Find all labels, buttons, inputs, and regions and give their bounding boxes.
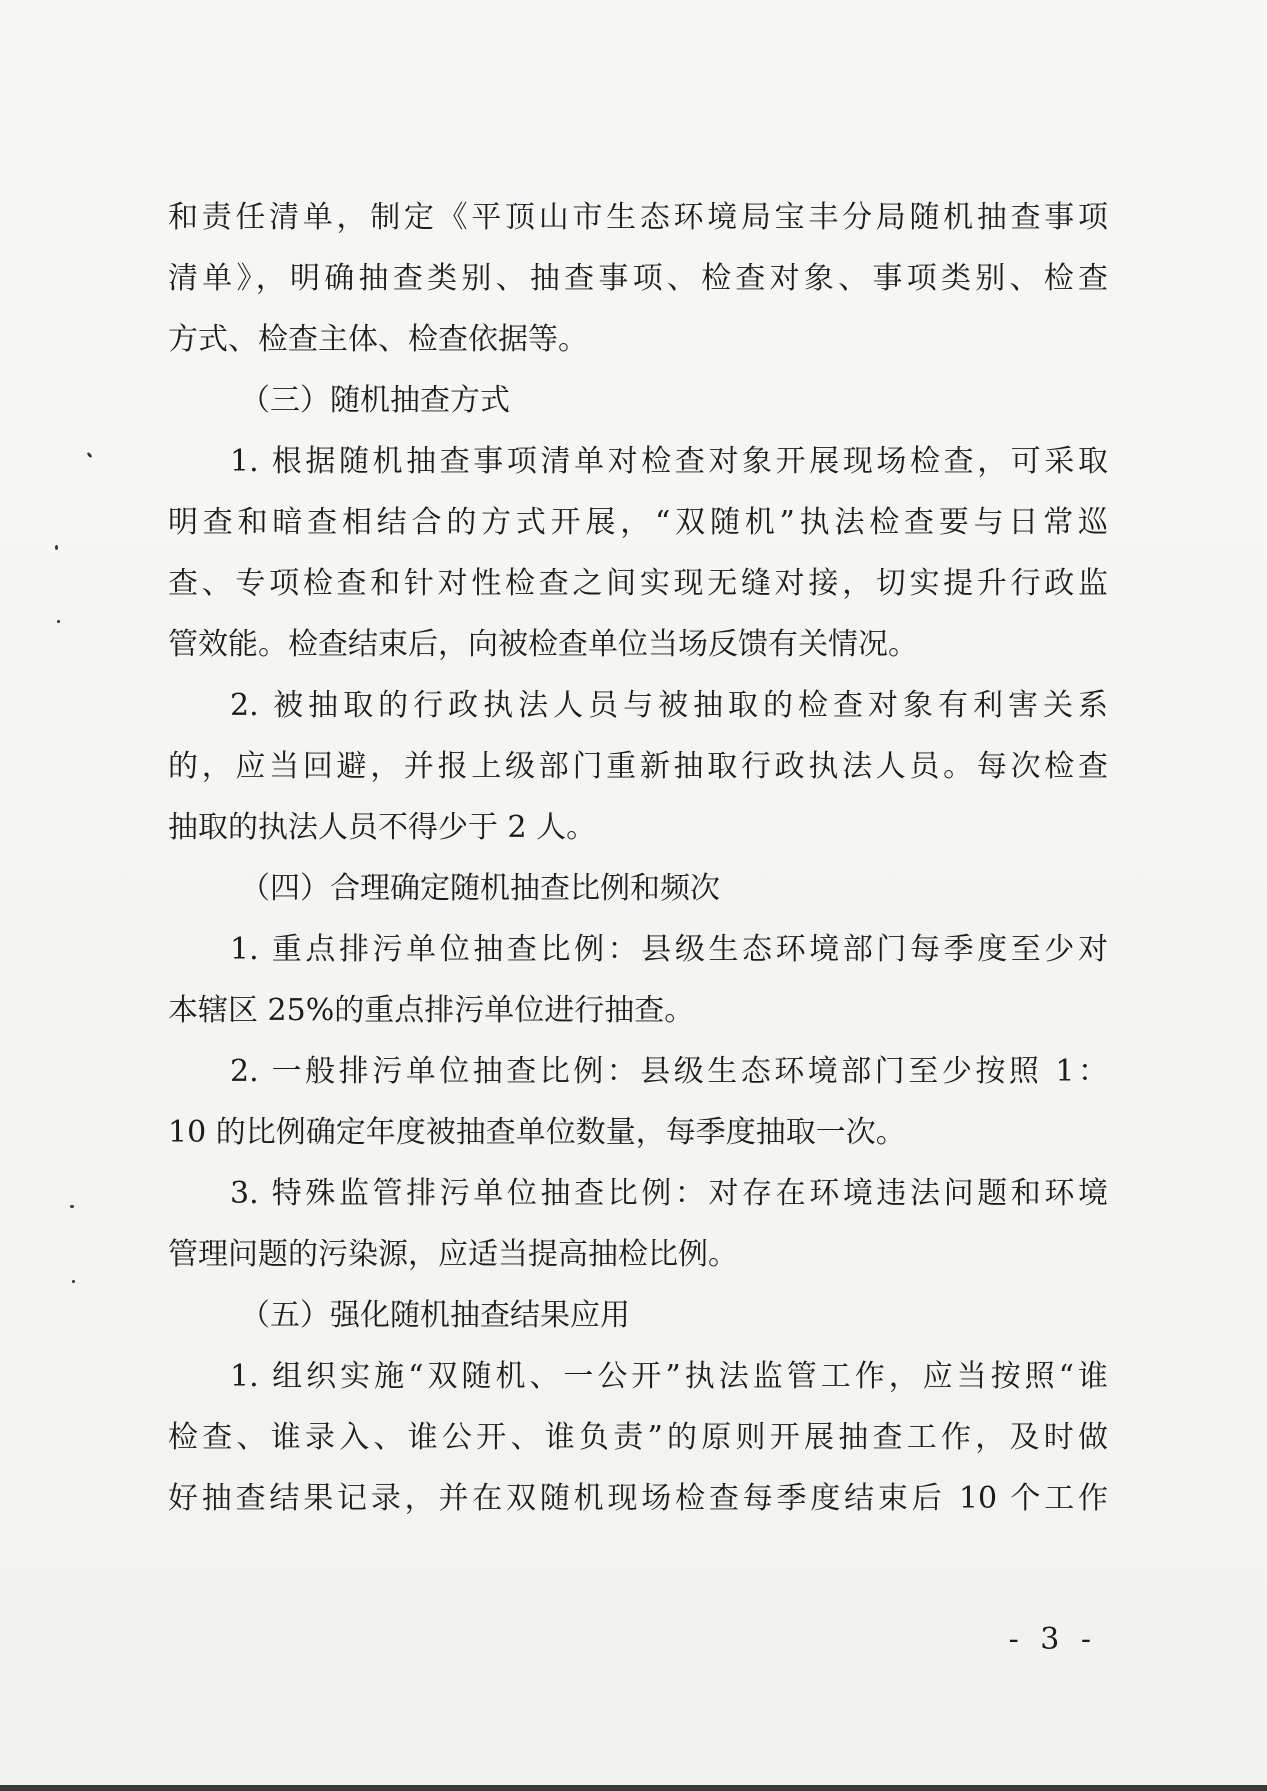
text-line: 本辖区 25%的重点排污单位进行抽查。	[168, 993, 695, 1028]
scan-speck	[57, 620, 60, 623]
scan-speck	[55, 545, 58, 550]
paragraph-start: 1. 组织实施“双随机、一公开”执法监管工作，应当按照“谁	[230, 1359, 1108, 1394]
section-heading: （三）随机抽查方式	[240, 383, 510, 418]
text-line: 抽取的执法人员不得少于 2 人。	[168, 810, 597, 845]
page-number: - 3 -	[1008, 1622, 1097, 1657]
text-line: 管理问题的污染源，应适当提高抽检比例。	[168, 1237, 738, 1272]
text-line: 和责任清单，制定《平顶山市生态环境局宝丰分局随机抽查事项	[168, 200, 1108, 235]
scan-bottom-edge	[0, 1785, 1267, 1791]
text-line: 的，应当回避，并报上级部门重新抽取行政执法人员。每次检查	[168, 749, 1108, 784]
text-line: 10 的比例确定年度被抽查单位数量，每季度抽取一次。	[168, 1115, 906, 1150]
text-line: 好抽查结果记录，并在双随机现场检查每季度结束后 10 个工作	[168, 1481, 1108, 1516]
section-heading: （四）合理确定随机抽查比例和频次	[240, 871, 720, 906]
text-line: 管效能。检查结束后，向被检查单位当场反馈有关情况。	[168, 627, 918, 662]
section-heading: （五）强化随机抽查结果应用	[240, 1298, 630, 1333]
scan-speck	[86, 452, 92, 459]
document-body	[168, 187, 1108, 1529]
paragraph-start: 1. 重点排污单位抽查比例：县级生态环境部门每季度至少对	[230, 932, 1108, 967]
text-line: 清单》，明确抽查类别、抽查事项、检查对象、事项类别、检查	[168, 261, 1108, 296]
scan-speck	[72, 1280, 75, 1283]
text-line: 查、专项检查和针对性检查之间实现无缝对接，切实提升行政监	[168, 566, 1108, 601]
paragraph-start: 3. 特殊监管排污单位抽查比例：对存在环境违法问题和环境	[230, 1176, 1108, 1211]
text-line: 方式、检查主体、检查依据等。	[168, 322, 588, 357]
paragraph-start: 2. 被抽取的行政执法人员与被抽取的检查对象有利害关系	[230, 688, 1108, 723]
text-line: 检查、谁录入、谁公开、谁负责”的原则开展抽查工作，及时做	[168, 1420, 1108, 1455]
text-line: 明查和暗查相结合的方式开展，“双随机”执法检查要与日常巡	[168, 505, 1108, 540]
paragraph-start: 1. 根据随机抽查事项清单对检查对象开展现场检查，可采取	[230, 444, 1108, 479]
scan-speck	[70, 1205, 74, 1208]
paragraph-start: 2. 一般排污单位抽查比例：县级生态环境部门至少按照 1：	[230, 1054, 1108, 1089]
